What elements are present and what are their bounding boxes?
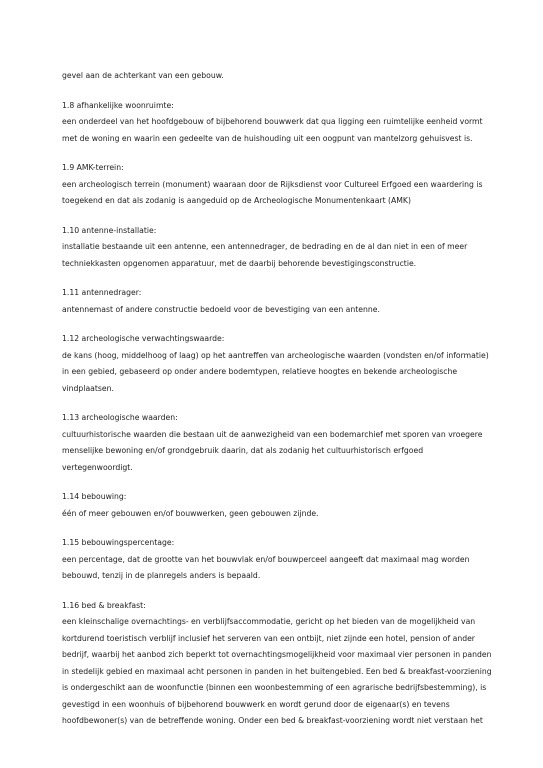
definition-1-15: een percentage, dat de grootte van het bouwvlak en/of bouwperceel aangeeft dat maximaal mag worden bebouwd, tenzij in de planregels anders is bepaald.	[62, 554, 470, 580]
definition-entry-1-12	[62, 331, 492, 397]
term-1-14: 1.14 bebouwing:	[62, 492, 127, 501]
term-1-11: 1.11 antennedrager:	[62, 288, 142, 297]
definition-entry-1-9	[62, 160, 492, 210]
definition-1-14: één of meer gebouwen en/of bouwwerken, geen gebouwen zijnde.	[62, 508, 319, 518]
definition-1-16: een kleinschalige overnachtings- en verblijfsaccommodatie, gericht op het bieden van de mogelijkheid van kortdurend toeristisch verblijf inclusief het serveren van een ontbijt, niet zijnde een hotel, pension of ander bedrijf, waarbij het aanbod zich beperkt tot overnachtingsmogelijkheid voor maximaal vier personen in panden in stedelijk gebied en maximaal acht personen in panden in het buitengebied. Een bed & breakfast-voorziening is ondergeschikt aan de woonfunctie (binnen een woonbestemming of een agrarische bedrijfsbestemming), is gevestigd in een woonhuis of bijbehorend bouwwerk en wordt gerund door de eigenaar(s) en tevens hoofdbewoner(s) van de betreffende woning. Onder een bed & breakfast-voorziening wordt niet verstaan het	[62, 617, 492, 725]
definition-entry-1-11	[62, 285, 492, 318]
definition-1-12: de kans (hoog, middelhoog of laag) op het aantreffen van archeologische waarden (vondsten en/of informatie) in een gebied, gebaseerd op onder andere bodemtypen, relatieve hoogtes en bekende archeologische vindplaatsen.	[62, 350, 489, 393]
definition-entry-1-16	[62, 598, 492, 730]
term-1-13: 1.13 archeologische waarden:	[62, 413, 178, 422]
definition-1-10: installatie bestaande uit een antenne, een antennedrager, de bedrading en de al dan niet in een of meer techniekkasten opgenomen apparatuur, met de daarbij behorende bevestigingsconstructie.	[62, 242, 468, 268]
definition-entry-1-14	[62, 489, 492, 522]
definition-entry-1-10	[62, 223, 492, 273]
term-1-8: 1.8 afhankelijke woonruimte:	[62, 100, 174, 110]
definition-1-9: een archeologisch terrein (monument) waaraan door de Rijksdienst voor Cultureel Erfgoed een waardering is toegekend en dat als zodanig is aangeduid op de Archeologische Monumentenkaart (AMK)	[62, 179, 483, 205]
term-1-15: 1.15 bebouwingspercentage:	[62, 538, 175, 547]
term-1-10: 1.10 antenne-installatie:	[62, 225, 157, 235]
term-1-16: 1.16 bed & breakfast:	[62, 600, 146, 610]
intro-entry	[62, 68, 492, 85]
definition-entry-1-8	[62, 98, 492, 148]
document-page	[62, 68, 492, 730]
definition-1-8: een onderdeel van het hoofdgebouw of bijbehorend bouwwerk dat qua ligging een ruimtelijke eenheid vormt met de woning en waarin een gedeelte van de huishouding uit een oogpunt van mantelzorg gehuisvest is.	[62, 117, 483, 143]
definition-entry-1-15	[62, 535, 492, 585]
definition-1-13: cultuurhistorische waarden die bestaan uit de aanwezigheid van een bodemarchief met sporen van vroegere menselijke bewoning en/of grondgebruik daarin, dat als zodanig het cultuurhistorisch erfgoed vertegenwoordigt.	[62, 429, 483, 472]
term-1-12: 1.12 archeologische verwachtingswaarde:	[62, 334, 225, 343]
intro-text: gevel aan de achterkant van een gebouw.	[62, 71, 224, 80]
definition-entry-1-13	[62, 410, 492, 476]
term-1-9: 1.9 AMK-terrein:	[62, 163, 124, 172]
definition-1-11: antennemast of andere constructie bedoeld voor de bevestiging van een antenne.	[62, 304, 380, 314]
